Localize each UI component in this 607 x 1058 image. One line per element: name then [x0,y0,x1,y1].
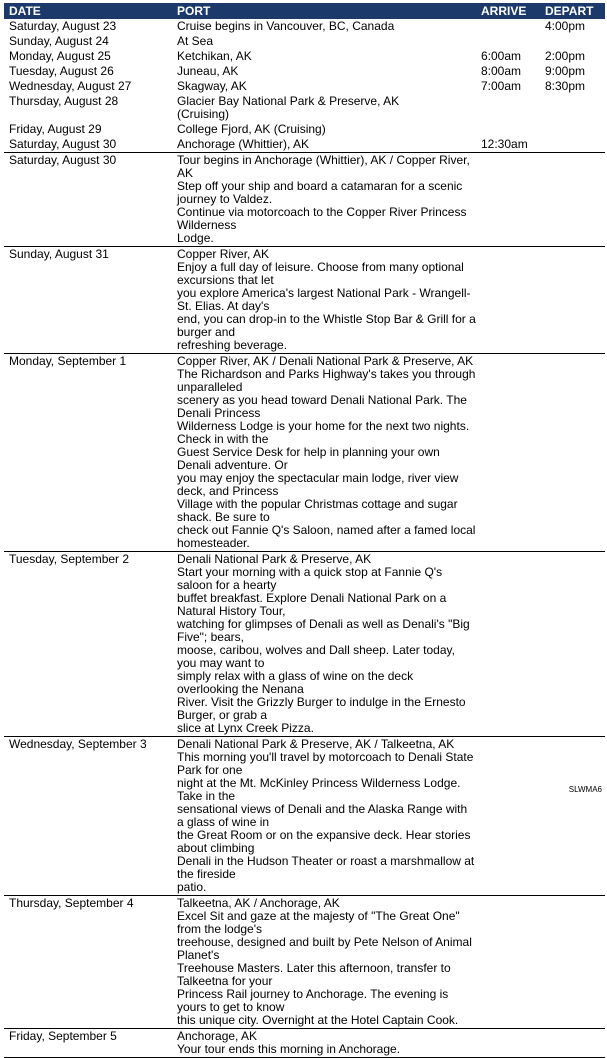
row-depart: 4:00pm [545,19,586,33]
row-description: Excel Sit and gaze at the majesty of "The Great One" from the lodge's treehouse, designed and built by Pete Nelson of Animal Planet's Treehouse Masters. Later this afternoon, transfer to Talkeetna for your Princess Rail journey to Anchorage. The evening is yours to get to know this unique city. Overnight at the Hotel Captain Cook. [177,909,472,1027]
row-description: Enjoy a full day of leisure. Choose from many optional excursions that let you explore America's largest National Park - Wrangell-St. Elias. At day's end, you can drop-in to the Whistle Stop Bar & Grill for a burger and refreshing beverage. [177,260,476,352]
row-description: Your tour ends this morning in Anchorage. [177,1042,401,1056]
itinerary-row [4,354,605,552]
row-depart [540,153,605,247]
row-port-cell [172,552,476,737]
row-description: The Richardson and Parks Highway's takes you through unparalleled scenery as you head toward Denali National Park. The Denali Princess Wilderness Lodge is your home for the next two nights. Check in with the Guest Service Desk for help in planning your own Denali adventure. Or you may enjoy the spectacular main lodge, river view deck, and Princess Village with the popular Christmas cottage and sugar shack. Be sure to check out Fannie Q's Saloon, named after a famed local homesteader. [177,367,476,550]
row-depart [540,552,605,737]
row-arrive: 12:30am [476,137,540,153]
row-arrive [476,737,540,896]
row-port: Copper River, AK / Denali National Park & Preserve, AK [177,354,474,368]
row-arrive [476,354,540,552]
itinerary-row [4,19,605,34]
row-port-cell [172,34,476,49]
row-port-cell [172,354,476,552]
row-arrive: 8:00am [481,64,522,78]
date-column-header: DATE [4,3,172,19]
row-description: Start your morning with a quick stop at Fannie Q's saloon for a hearty buffet breakfast. Explore Denali National Park on a Natural History Tour, watching for glimpses of Denali as well as Denali's "Big Five"; bears, moose, caribou, wolves and Dall sheep. Later today, you may want to simply relax with a glass of wine on the deck overlooking the Nenana River. Visit the Grizzly Burger to indulge in the Ernesto Burger, or grab a slice at Lynx Creek Pizza. [177,565,470,735]
row-port-cell [172,94,476,122]
row-port: Glacier Bay National Park & Preserve, AK (Cruising) [177,94,400,121]
arrive-column-header: ARRIVE [476,3,540,19]
row-arrive: 7:00am [481,79,522,93]
row-port: At Sea [177,34,214,48]
row-port: Tour begins in Anchorage (Whittier), AK / Copper River, AK [177,153,470,180]
row-depart: 2:00pm [545,49,586,63]
itinerary-row [4,552,605,737]
row-date: Thursday, September 4 [4,896,172,1029]
row-port-cell [172,1029,476,1058]
row-port-cell [172,64,476,79]
row-arrive [476,94,540,122]
row-depart [540,354,605,552]
row-arrive [476,122,540,137]
row-port: Ketchikan, AK [177,49,252,63]
itinerary-rows [4,19,605,1058]
row-port-cell [172,247,476,354]
row-description: This morning you'll travel by motorcoach to Denali State Park for one night at the Mt. McKinley Princess Wilderness Lodge. Take in the sensational views of Denali and the Alaska Range with a glass of wine in the Great Room or on the expansive deck. Hear stories about climbing Denali in the Hudson Theater or roast a marshmallow at the fireside patio. [177,750,475,894]
row-date: Wednesday, August 27 [9,79,132,93]
row-depart [540,1029,605,1058]
port-column-header: PORT [172,3,476,19]
itinerary-table [4,3,605,1058]
itinerary-row [4,896,605,1029]
row-port: Denali National Park & Preserve, AK / Talkeetna, AK [177,737,455,751]
itinerary-row [4,137,605,153]
row-port: Anchorage (Whittier), AK [177,137,310,151]
row-arrive [476,153,540,247]
row-depart [540,137,605,153]
row-date: Tuesday, September 2 [4,552,172,737]
row-port: Cruise begins in Vancouver, BC, Canada [177,19,395,33]
row-depart [540,94,605,122]
row-date: Monday, September 1 [4,354,172,552]
row-port-cell [172,137,476,153]
row-date: Thursday, August 28 [9,94,119,108]
row-date: Saturday, August 30 [4,137,172,153]
row-date: Wednesday, September 3 [4,737,172,896]
row-depart: 8:30pm [545,79,586,93]
itinerary-row [4,1029,605,1058]
itinerary-row [4,737,605,896]
row-port: Juneau, AK [177,64,239,78]
row-date: Monday, August 25 [9,49,111,63]
row-arrive [476,552,540,737]
row-arrive [476,19,540,34]
row-arrive [476,896,540,1029]
row-depart [540,122,605,137]
row-description: Step off your ship and board a catamaran for a scenic journey to Valdez. Continue via motorcoach to the Copper River Princess Wilderness Lodge. [177,179,467,245]
header-row [4,3,605,19]
row-port-cell [172,153,476,247]
row-date: Friday, September 5 [4,1029,172,1058]
row-date: Sunday, August 31 [4,247,172,354]
row-date: Sunday, August 24 [9,34,109,48]
row-arrive [476,1029,540,1058]
row-depart [540,247,605,354]
itinerary-code: SLWMA6 [568,785,602,794]
row-port: Talkeetna, AK / Anchorage, AK [177,896,340,910]
itinerary-row [4,79,605,94]
row-date: Tuesday, August 26 [9,64,114,78]
row-date: Saturday, August 30 [4,153,172,247]
depart-column-header: DEPART [540,3,605,19]
itinerary-row [4,122,605,137]
row-port-cell [172,122,476,137]
row-depart [540,896,605,1029]
itinerary-row [4,247,605,354]
row-depart [540,737,605,896]
itinerary-row [4,49,605,64]
row-port: Denali National Park & Preserve, AK [177,552,372,566]
itinerary-row [4,94,605,122]
itinerary-row [4,34,605,49]
row-depart: 9:00pm [545,64,586,78]
row-date: Friday, August 29 [9,122,102,136]
row-port: College Fjord, AK (Cruising) [177,122,326,136]
row-port: Copper River, AK [177,247,270,261]
row-date: Saturday, August 23 [9,19,117,33]
row-port-cell [172,737,476,896]
row-arrive: 6:00am [481,49,522,63]
row-depart [540,34,605,49]
row-port-cell [172,79,476,94]
row-port-cell [172,19,476,34]
row-port: Skagway, AK [177,79,247,93]
itinerary-row [4,64,605,79]
row-port-cell [172,896,476,1029]
row-arrive [476,34,540,49]
itinerary-row [4,153,605,247]
row-port-cell [172,49,476,64]
row-port: Anchorage, AK [177,1029,258,1043]
row-arrive [476,247,540,354]
